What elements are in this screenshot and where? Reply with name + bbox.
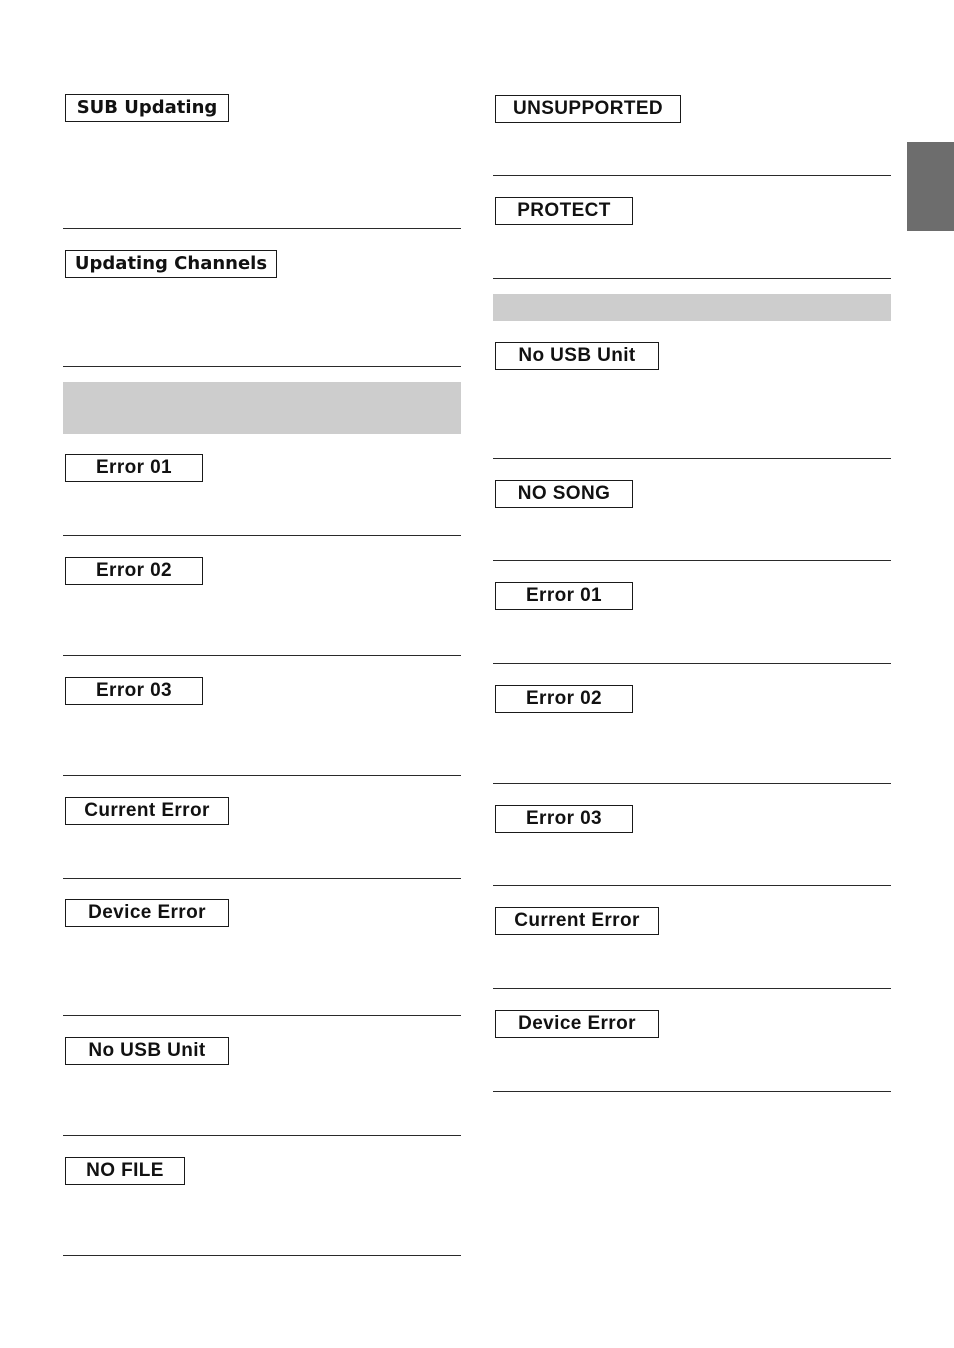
message-label-no-usb-unit: No USB Unit <box>495 342 659 370</box>
message-label-no-file: NO FILE <box>65 1157 185 1185</box>
divider <box>63 878 461 879</box>
divider <box>493 885 891 886</box>
message-label-no-song: NO SONG <box>495 480 633 508</box>
divider <box>63 1255 461 1256</box>
divider <box>63 535 461 536</box>
message-label-error-02: Error 02 <box>65 557 203 585</box>
message-label-sub-updating: SUB Updating <box>65 94 229 122</box>
left-column <box>63 0 461 1348</box>
divider <box>493 783 891 784</box>
divider <box>493 988 891 989</box>
divider <box>63 775 461 776</box>
message-label-current-error: Current Error <box>495 907 659 935</box>
message-label-protect: PROTECT <box>495 197 633 225</box>
section-header-band <box>493 294 891 321</box>
section-header-band <box>63 382 461 434</box>
message-label-error-03: Error 03 <box>65 677 203 705</box>
message-label-error-01: Error 01 <box>65 454 203 482</box>
message-label-error-01: Error 01 <box>495 582 633 610</box>
divider <box>63 1015 461 1016</box>
divider <box>493 175 891 176</box>
divider <box>493 1091 891 1092</box>
chapter-thumb-tab <box>907 142 954 231</box>
divider <box>63 655 461 656</box>
divider <box>493 560 891 561</box>
divider <box>63 228 461 229</box>
right-column <box>493 0 891 1348</box>
divider <box>493 663 891 664</box>
divider <box>493 278 891 279</box>
divider <box>493 458 891 459</box>
message-label-unsupported: UNSUPPORTED <box>495 95 681 123</box>
message-label-device-error: Device Error <box>65 899 229 927</box>
message-label-updating-channels: Updating Channels <box>65 250 277 278</box>
message-label-no-usb-unit: No USB Unit <box>65 1037 229 1065</box>
message-label-error-02: Error 02 <box>495 685 633 713</box>
divider <box>63 1135 461 1136</box>
divider <box>63 366 461 367</box>
message-label-device-error: Device Error <box>495 1010 659 1038</box>
message-label-current-error: Current Error <box>65 797 229 825</box>
message-label-error-03: Error 03 <box>495 805 633 833</box>
